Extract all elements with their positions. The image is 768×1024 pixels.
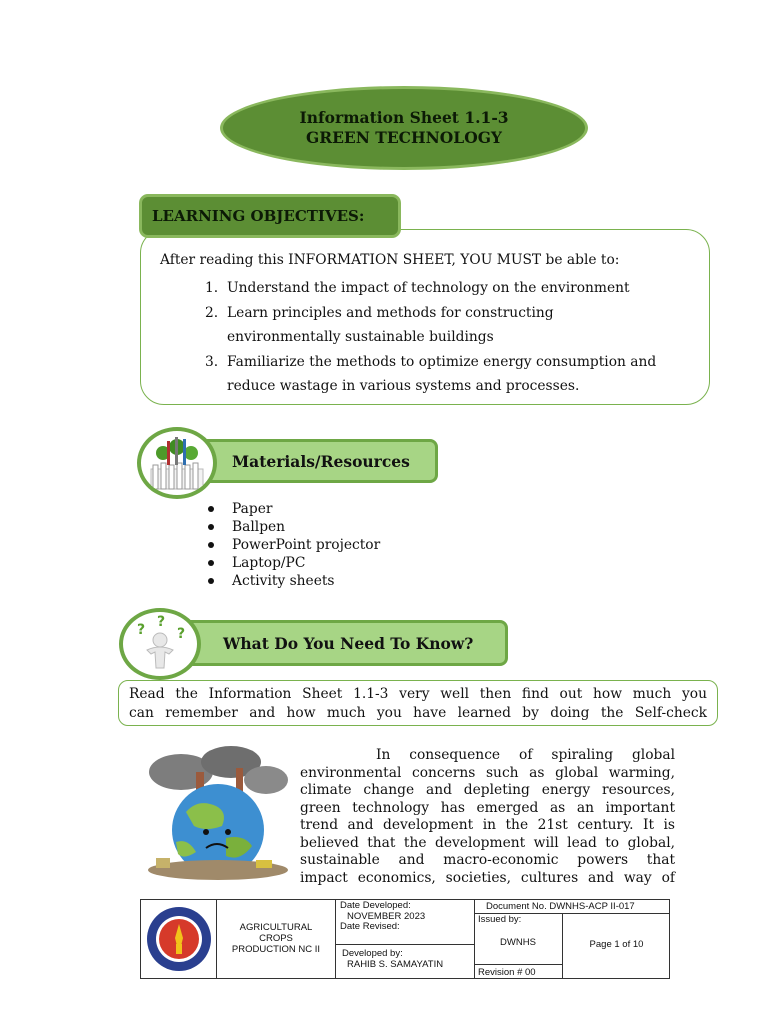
document-number: Document No. DWNHS-ACP II-017 [486, 901, 635, 912]
svg-text:?: ? [137, 622, 146, 638]
objectives-list [205, 276, 705, 399]
materials-heading: Materials/Resources [197, 439, 438, 483]
issued-by: DWNHS [500, 937, 536, 948]
list-item: Paper [208, 500, 380, 518]
instruction-box: Read the Information Sheet 1.1-3 very well then find out how much you can remember and how much you have learned by doing the Self-check [118, 680, 718, 726]
list-item: Activity sheets [208, 572, 380, 590]
document-footer-table [140, 899, 670, 979]
developed-by: Developed by: RAHIB S. SAMAYATIN [342, 948, 444, 970]
page-number: Page 1 of 10 [589, 939, 644, 950]
what-to-know-heading: What Do You Need To Know? [182, 620, 508, 666]
date-developed: Date Developed: NOVEMBER 2023 Date Revised: [340, 900, 426, 932]
svg-text:?: ? [157, 614, 166, 630]
polluted-earth-illustration [136, 742, 296, 882]
thinking-person-icon [119, 608, 201, 680]
svg-text:?: ? [177, 626, 186, 642]
title-line-1: Information Sheet 1.1-3 [299, 108, 509, 127]
revision: Revision # 00 [478, 967, 536, 978]
school-seal-logo [145, 904, 213, 974]
body-paragraph: In consequence of spiraling global environmental concerns such as global warming, climate change and depleting energy resources, green technology has emerged as an important trend and development in the 21st century. It is believed that the development will lead to global, sustainable and macro-economic powers that impact economics, societies, cultures and way of [300, 747, 675, 886]
learning-objectives-heading: LEARNING OBJECTIVES: [139, 194, 401, 238]
list-item: Ballpen [208, 518, 380, 536]
objectives-intro: After reading this INFORMATION SHEET, YOU MUST be able to: [160, 252, 620, 268]
list-item: Laptop/PC [208, 554, 380, 572]
issued-by-label: Issued by: [478, 914, 522, 925]
title-banner [220, 86, 588, 170]
list-item: PowerPoint projector [208, 536, 380, 554]
program-title: AGRICULTURAL CROPS PRODUCTION NC II [231, 922, 321, 955]
garden-tools-icon [137, 427, 217, 499]
objective-item: 2. Learn principles and methods for constructing environmentally sustainable buildings [205, 304, 554, 345]
objective-item: 3. Familiarize the methods to optimize energy consumption and reduce wastage in various systems and processes. [205, 353, 657, 394]
materials-list [208, 500, 380, 590]
title-line-2: GREEN TECHNOLOGY [305, 128, 502, 147]
objective-item: 1. Understand the impact of technology on the environment [205, 280, 630, 296]
